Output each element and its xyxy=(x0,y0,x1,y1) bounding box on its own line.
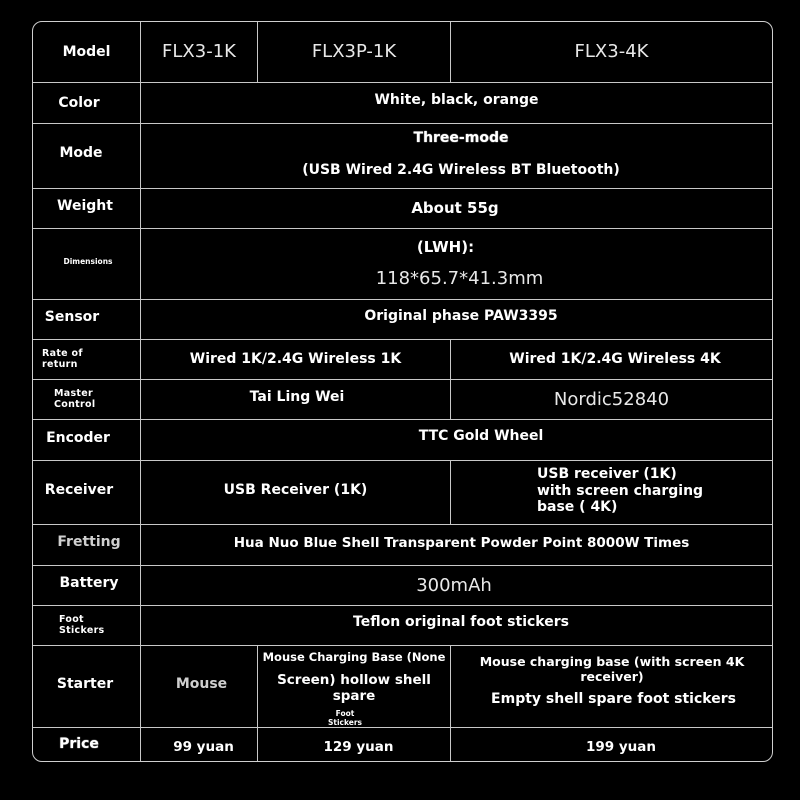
master-label: Master Control xyxy=(54,387,96,410)
starter-col1: Mouse xyxy=(175,675,228,692)
column-divider xyxy=(450,460,451,525)
receiver-value-4k: USB receiver (1K) with screen charging base ( 4K) xyxy=(537,465,704,516)
rate-value-4k: Wired 1K/2.4G Wireless 4K xyxy=(509,350,721,367)
starter-col2-note: Foot Stickers xyxy=(327,709,363,727)
dimensions-value: 118*65.7*41.3mm xyxy=(375,268,544,290)
fretting-value: Hua Nuo Blue Shell Transparent Powder Point 8000W Times xyxy=(233,534,690,551)
weight-value: About 55g xyxy=(411,199,499,217)
master-value-1k: Tai Ling Wei xyxy=(249,388,345,405)
starter-col2-line1: Mouse Charging Base (None xyxy=(262,650,446,665)
battery-label: Battery xyxy=(59,574,119,591)
starter-col2-line2: Screen) hollow shell spare xyxy=(277,671,431,704)
foot-value: Teflon original foot stickers xyxy=(353,613,569,630)
receiver-value-1k: USB Receiver (1K) xyxy=(223,481,368,498)
rate-label: Rate of return xyxy=(42,347,83,370)
dimensions-title: (LWH): xyxy=(416,238,475,256)
weight-label: Weight xyxy=(57,197,113,214)
color-label: Color xyxy=(58,94,100,111)
starter-col3-line2: Empty shell spare foot stickers xyxy=(491,690,736,707)
foot-label: Foot Stickers xyxy=(59,613,105,636)
price-col3: 199 yuan xyxy=(585,738,656,755)
starter-label: Starter xyxy=(56,675,114,692)
battery-value: 300mAh xyxy=(416,575,492,597)
price-col2: 129 yuan xyxy=(323,738,394,755)
row-divider xyxy=(33,727,772,728)
mode-label: Mode xyxy=(59,144,103,161)
row-divider xyxy=(33,228,772,229)
mode-title: Three-mode xyxy=(413,129,509,146)
receiver-label: Receiver xyxy=(44,481,114,498)
fretting-label: Fretting xyxy=(57,534,121,551)
starter-col3-line1: Mouse charging base (with screen 4K receiver) xyxy=(479,654,745,684)
rate-value-1k: Wired 1K/2.4G Wireless 1K xyxy=(189,350,402,367)
encoder-value: TTC Gold Wheel xyxy=(418,427,544,444)
mode-value: (USB Wired 2.4G Wireless BT Bluetooth) xyxy=(302,161,620,178)
header-label: Model xyxy=(62,43,111,60)
dimensions-label: Dimensions xyxy=(63,256,113,266)
sensor-value: Original phase PAW3395 xyxy=(364,307,558,324)
price-col1: 99 yuan xyxy=(173,738,234,755)
model-flx3-1k: FLX3-1K xyxy=(162,41,236,63)
sensor-label: Sensor xyxy=(44,308,100,325)
encoder-label: Encoder xyxy=(46,429,110,446)
row-divider xyxy=(33,123,772,124)
color-value: White, black, orange xyxy=(374,91,539,108)
model-flx3p-1k: FLX3P-1K xyxy=(311,41,397,63)
price-label: Price xyxy=(59,735,99,752)
master-value-4k: Nordic52840 xyxy=(553,389,670,411)
model-flx3-4k: FLX3-4K xyxy=(574,41,649,63)
